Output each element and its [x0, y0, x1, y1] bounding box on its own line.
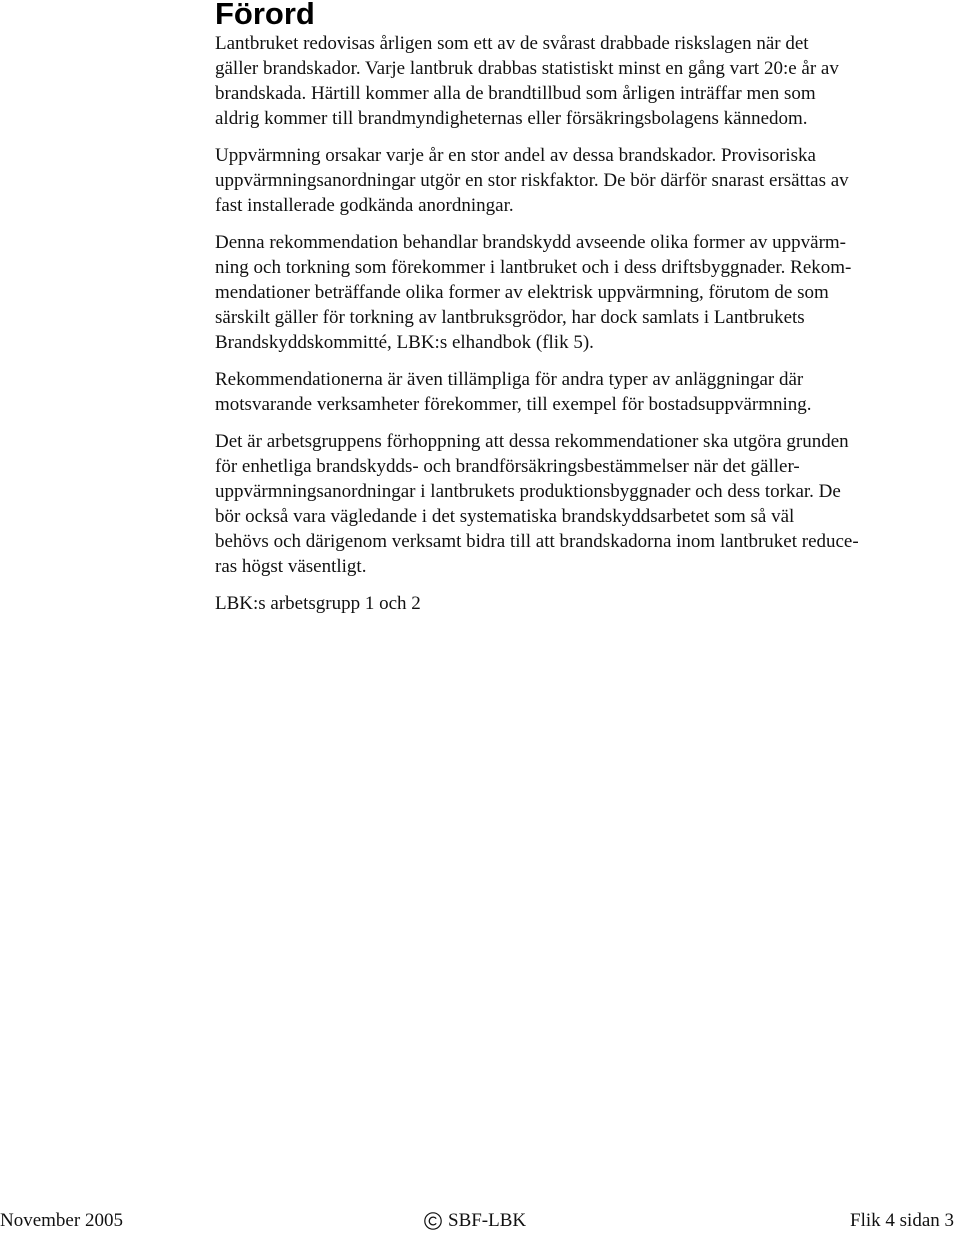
paragraph-4: Rekommendationerna är även tillämpliga för andra typer av anläggningar där motsvarande verksamheter förekommer, till exempel för bostadsuppvärmning. — [215, 369, 812, 415]
paragraph-3: Denna rekommendation behandlar brandskydd avseende olika former av uppvärm- ning och torkning som förekommer i lantbruket och i dess driftsbyggnader. Rekom- mendationer beträffande olika former av elektrisk uppvärmning, förutom de som särskilt gäller för torkning av lantbruksgrödor, har dock samlats i Lantbrukets Brandskyddskommitté, LBK:s elhandbok (flik 5). — [215, 232, 852, 353]
footer-page-ref: Flik 4 sidan 3 — [850, 1210, 954, 1231]
signature: LBK:s arbetsgrupp 1 och 2 — [215, 593, 421, 614]
footer-publisher-group — [424, 1208, 526, 1234]
paragraph-1: Lantbruket redovisas årligen som ett av de svårast drabbade riskslagen när det gäller brandskador. Varje lantbruk drabbas statistiskt minst en gång vart 20:e år av brandskada. Härtill kommer alla de brandtillbud som årligen inträffar men som aldrig kommer till brandmyndigheternas eller försäkringsbolagens kännedom. — [215, 33, 839, 129]
copyright-icon — [424, 1212, 442, 1230]
paragraph-2: Uppvärmning orsakar varje år en stor andel av dessa brandskador. Provisoriska uppvärmningsanordningar utgör en stor riskfaktor. De bör därför snarast ersättas av fast installerade godkända anordningar. — [215, 145, 849, 216]
footer-publisher: SBF-LBK — [448, 1210, 527, 1231]
page-title: Förord — [215, 0, 315, 31]
footer-date: November 2005 — [0, 1210, 123, 1231]
page-footer — [0, 1208, 960, 1234]
paragraph-5: Det är arbetsgruppens förhoppning att dessa rekommendationer ska utgöra grunden för enhetliga brandskydds- och brandförsäkringsbestämmelser när det gäller- uppvärmningsanordningar i lantbrukets produktionsbyggnader och dess torkar. De bör också vara vägledande i det systematiska brandskyddsarbetet som så väl behövs och därigenom verksamt bidra till att brandskadorna inom lantbruket reduce- ras högst väsentligt. — [215, 431, 859, 577]
document-body — [215, 31, 895, 628]
